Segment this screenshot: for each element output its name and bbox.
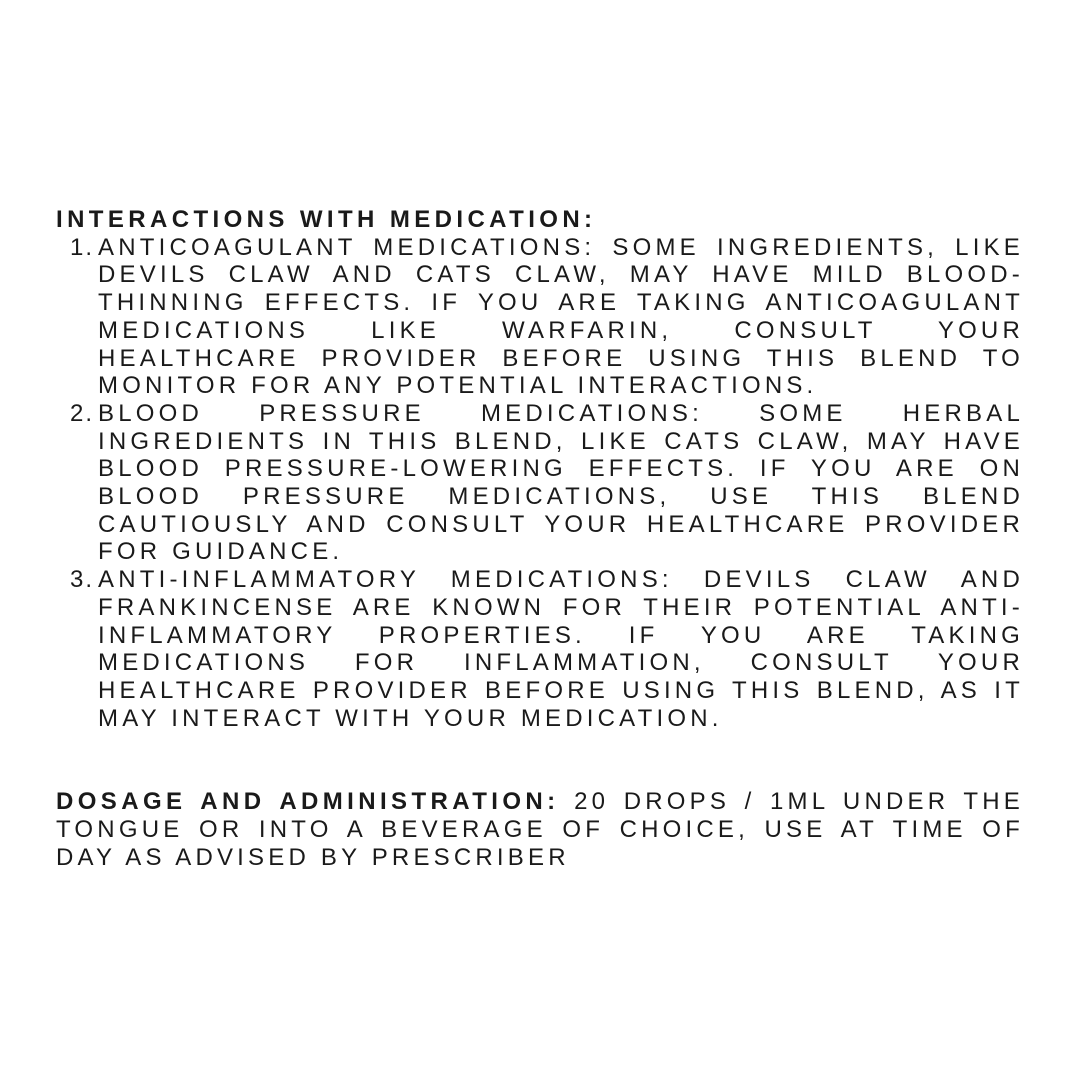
list-item-text: ANTI-INFLAMMATORY MEDICATIONS: DEVILS CLAW AND FRANKINCENSE ARE KNOWN FOR THEIR POTENTIAL ANTI-INFLAMMATORY PROPERTIES. IF YOU ARE TAKING MEDICATIONS FOR INFLAMMATION, CONSULT YOUR HEALTHCARE PROVIDER BEFORE USING THIS BLEND, AS IT MAY INTERACT WITH YOUR MEDICATION. <box>98 566 1024 732</box>
list-item-number: 3. <box>69 566 94 594</box>
dosage-text: 20 DROPS / 1ML UNDER THE TONGUE OR INTO A BEVERAGE OF CHOICE, USE AT TIME OF DAY AS ADVISED BY PRESCRIBER <box>56 788 1024 871</box>
list-item <box>56 566 1024 732</box>
list-item <box>56 400 1024 566</box>
list-item-text: ANTICOAGULANT MEDICATIONS: SOME INGREDIENTS, LIKE DEVILS CLAW AND CATS CLAW, MAY HAVE MILD BLOOD-THINNING EFFECTS. IF YOU ARE TAKING ANTICOAGULANT MEDICATIONS LIKE WARFARIN, CONSULT YOUR HEALTHCARE PROVIDER BEFORE USING THIS BLEND TO MONITOR FOR ANY POTENTIAL INTERACTIONS. <box>98 233 1024 400</box>
list-item-number: 2. <box>69 399 94 427</box>
list-item-text: BLOOD PRESSURE MEDICATIONS: SOME HERBAL INGREDIENTS IN THIS BLEND, LIKE CATS CLAW, MAY HAVE BLOOD PRESSURE-LOWERING EFFECTS. IF YOU ARE ON BLOOD PRESSURE MEDICATIONS, USE THIS BLEND CAUTIOUSLY AND CONSULT YOUR HEALTHCARE PROVIDER FOR GUIDANCE. <box>98 399 1024 566</box>
list-item <box>56 234 1024 400</box>
label-content <box>56 206 1024 895</box>
dosage-label: DOSAGE AND ADMINISTRATION: <box>56 788 560 816</box>
list-item-number: 1. <box>69 233 94 261</box>
interactions-heading: INTERACTIONS WITH MEDICATION: <box>56 206 597 233</box>
interactions-list <box>56 234 1024 733</box>
dosage-paragraph <box>56 788 1024 871</box>
